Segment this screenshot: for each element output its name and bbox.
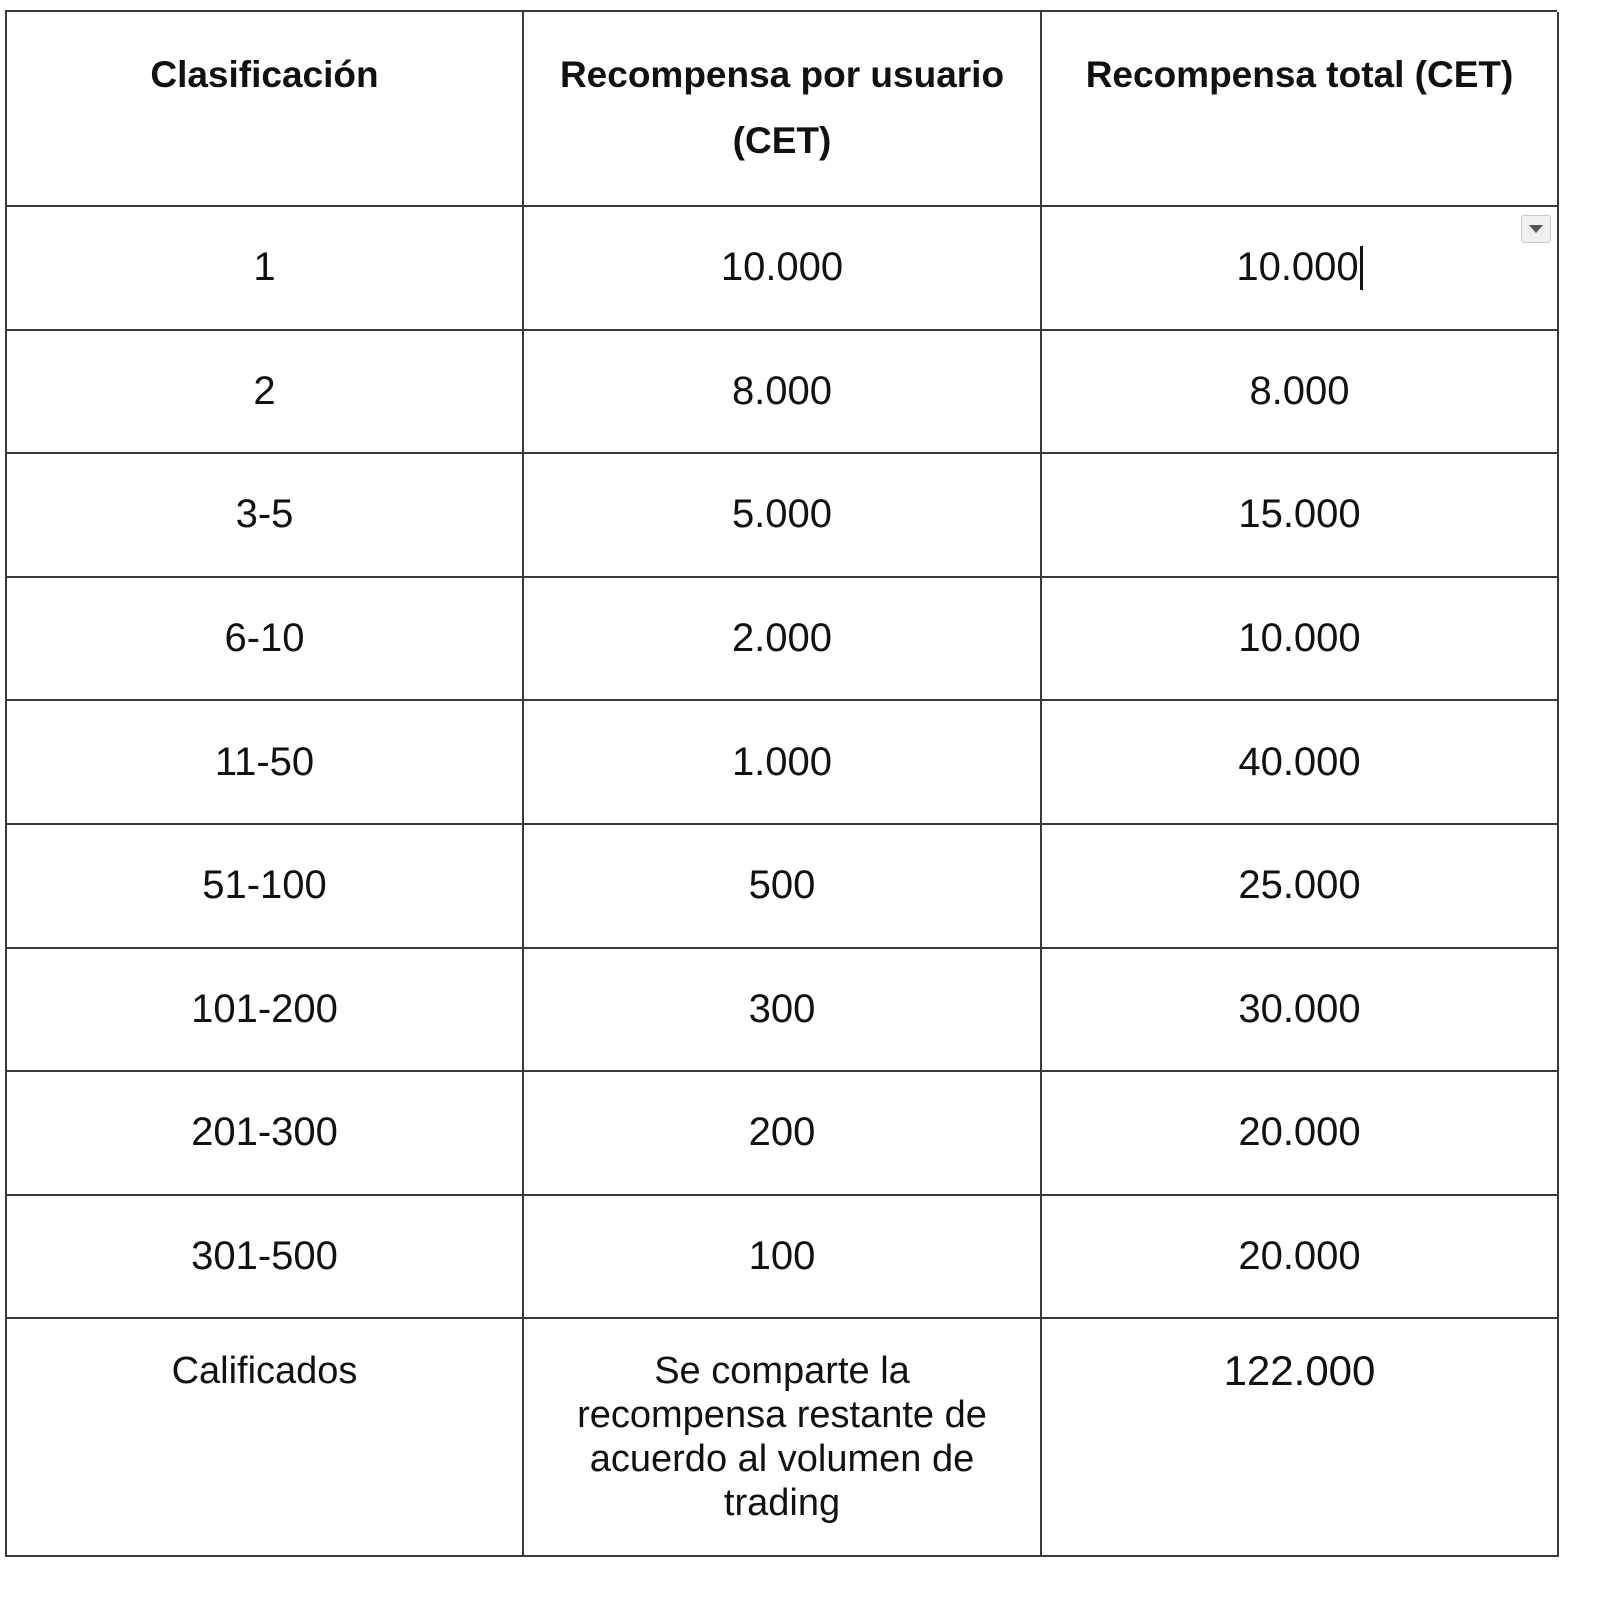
- cell-text: 122.000: [1223, 1347, 1376, 1395]
- total-reward-cell[interactable]: [1042, 1196, 1559, 1320]
- rank-cell[interactable]: [7, 701, 524, 825]
- total-reward-cell[interactable]: [1042, 825, 1559, 949]
- reward-per-user-cell[interactable]: [524, 825, 1042, 949]
- qualified-total-cell[interactable]: [1042, 1319, 1559, 1557]
- cell-text: 301-500: [191, 1234, 338, 1279]
- cell-text: 6-10: [224, 616, 305, 661]
- cell-text: 20.000: [1238, 1234, 1361, 1279]
- reward-per-user-cell[interactable]: [524, 207, 1042, 331]
- table-row: [7, 454, 1557, 578]
- cell-text: 101-200: [191, 986, 338, 1031]
- cell-text: 2: [253, 368, 276, 413]
- cell-text: 300: [748, 986, 816, 1031]
- table-header-row: [7, 12, 1557, 207]
- table-footer-row: [7, 1319, 1557, 1557]
- cell-text: 2.000: [731, 616, 833, 661]
- reward-per-user-cell[interactable]: [524, 701, 1042, 825]
- total-reward-cell[interactable]: [1042, 701, 1559, 825]
- cell-text: 15.000: [1238, 492, 1361, 537]
- text-cursor: [1360, 246, 1363, 290]
- qualified-label-cell[interactable]: [7, 1319, 524, 1557]
- cell-text: 100: [748, 1234, 816, 1279]
- table-row: [7, 701, 1557, 825]
- rank-cell[interactable]: [7, 949, 524, 1073]
- table-row: [7, 331, 1557, 455]
- table-row: [7, 1072, 1557, 1196]
- header-label: Recompensa por usuario (CET): [559, 54, 1005, 161]
- header-label: Clasificación: [150, 54, 379, 95]
- chevron-down-icon: [1529, 225, 1543, 233]
- rank-cell[interactable]: [7, 1196, 524, 1320]
- cell-text: 1.000: [731, 739, 833, 784]
- reward-per-user-cell[interactable]: [524, 1196, 1042, 1320]
- header-cell-total-reward[interactable]: [1042, 12, 1559, 207]
- cell-text: 10.000: [720, 245, 844, 290]
- cell-text: 8.000: [731, 368, 833, 413]
- rank-cell[interactable]: [7, 331, 524, 455]
- reward-per-user-cell[interactable]: [524, 578, 1042, 702]
- rank-cell[interactable]: [7, 1072, 524, 1196]
- cell-text: 11-50: [214, 739, 315, 784]
- cell-text: 8.000: [1249, 368, 1350, 413]
- reward-per-user-cell[interactable]: [524, 1072, 1042, 1196]
- cell-text: 51-100: [202, 863, 327, 908]
- qualified-description-cell[interactable]: [524, 1319, 1042, 1557]
- cell-text: Se comparte la recompensa restante de acuerdo al volumen de trading: [577, 1350, 987, 1525]
- rank-cell[interactable]: [7, 454, 524, 578]
- cell-text: 1: [253, 245, 276, 290]
- cell-text: 30.000: [1238, 986, 1361, 1031]
- reward-per-user-cell[interactable]: [524, 331, 1042, 455]
- cell-text: Calificados: [171, 1350, 358, 1393]
- rank-cell[interactable]: [7, 825, 524, 949]
- cell-text: 500: [748, 863, 816, 908]
- reward-per-user-cell[interactable]: [524, 949, 1042, 1073]
- header-label: Recompensa total (CET): [1085, 54, 1514, 95]
- table-row: [7, 207, 1557, 331]
- reward-per-user-cell[interactable]: [524, 454, 1042, 578]
- table-row: [7, 949, 1557, 1073]
- cell-text: 200: [748, 1110, 816, 1155]
- total-reward-cell-active[interactable]: [1042, 207, 1559, 331]
- reward-table: [5, 10, 1557, 1557]
- cell-text: 10.000: [1238, 616, 1361, 661]
- table-row: [7, 578, 1557, 702]
- cell-text: 201-300: [191, 1110, 338, 1155]
- cell-text: 10.000: [1236, 245, 1359, 290]
- total-reward-cell[interactable]: [1042, 578, 1559, 702]
- table-row: [7, 825, 1557, 949]
- cell-text: 5.000: [731, 492, 833, 537]
- header-cell-rank[interactable]: [7, 12, 524, 207]
- total-reward-cell[interactable]: [1042, 454, 1559, 578]
- table-row: [7, 1196, 1557, 1320]
- cell-dropdown-button[interactable]: [1521, 215, 1551, 243]
- cell-text: 40.000: [1238, 739, 1361, 784]
- total-reward-cell[interactable]: [1042, 1072, 1559, 1196]
- total-reward-cell[interactable]: [1042, 331, 1559, 455]
- rank-cell[interactable]: [7, 578, 524, 702]
- header-cell-reward-per-user[interactable]: [524, 12, 1042, 207]
- cell-text: 25.000: [1238, 863, 1361, 908]
- cell-text: 3-5: [235, 492, 294, 537]
- total-reward-cell[interactable]: [1042, 949, 1559, 1073]
- cell-text: 20.000: [1238, 1110, 1361, 1155]
- rank-cell[interactable]: [7, 207, 524, 331]
